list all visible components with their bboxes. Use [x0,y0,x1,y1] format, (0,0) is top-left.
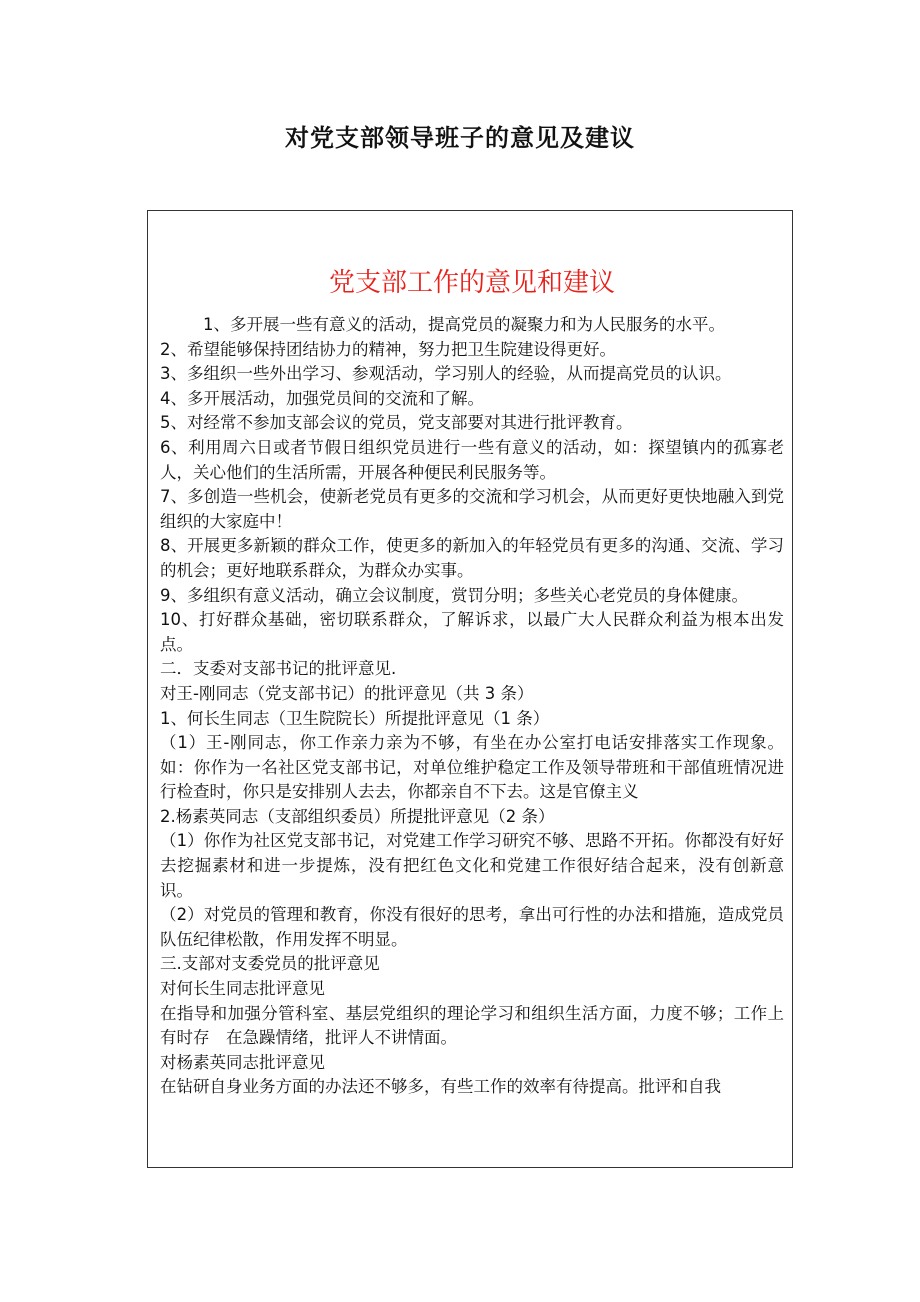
paragraph-3: 3、多组织一些外出学习、参观活动，学习别人的经验，从而提高党员的认识。 [160,364,732,384]
paragraph-10: 10、打好群众基础，密切联系群众，了解诉求，以最广大人民群众利益为根本出发点。 [160,610,784,654]
paragraph-6: 6、利用周六日或者节假日组织党员进行一些有意义的活动，如：探望镇内的孤寡老人，关心他们的生活所需，开展各种便民利民服务等。 [160,437,784,482]
section-two-heading: 二．支委对支部书记的批评意见. [160,659,397,679]
criticism-target-yang: 对杨素英同志批评意见 [160,1052,325,1072]
document-content [160,257,784,1100]
criticism-target-wang: 对王-刚同志（党支部书记）的批评意见（共 3 条） [160,683,534,703]
paragraph-8: 8、开展更多新颖的群众工作，使更多的新加入的年轻党员有更多的沟通、交流、学习的机会；更好地联系群众，为群众办实事。 [160,536,784,580]
paragraph-4: 4、多开展活动，加强党员间的交流和了解。 [160,388,484,408]
criticism-source-yang: 2.杨素英同志（支部组织委员）所提批评意见（2 条） [160,806,555,826]
criticism-yang-1: （1）你作为社区党支部书记，对党建工作学习研究不够、思路不开拓。你都没有好好去挖掘素材和进一步提炼，没有把红色文化和党建工作很好结合起来，没有创新意识。 [160,831,784,900]
section-heading: 党支部工作的意见和建议 [328,268,615,298]
criticism-he-1: （1）王-刚同志，你工作亲力亲为不够，有坐在办公室打电话安排落实工作现象。如：你作为一名社区党支部书记，对单位维护稳定工作及领导带班和干部值班情况进行检查时，你只是安排别人去去，你都亲自不下去。这是官僚主义 [160,733,784,802]
criticism-he-content: 在指导和加强分管科室、基层党组织的理论学习和组织生活方面，力度不够；工作上有时存 在急躁情绪，批评人不讲情面。 [160,1003,784,1048]
criticism-target-he: 对何长生同志批评意见 [160,979,325,999]
paragraph-2: 2、希望能够保持团结协力的精神，努力把卫生院建设得更好。 [160,339,616,359]
criticism-yang-2: （2）对党员的管理和教育，你没有很好的思考，拿出可行性的办法和措施，造成党员队伍纪律松散，作用发挥不明显。 [160,905,784,949]
criticism-source-he: 1、何长生同志（卫生院院长）所提批评意见（1 条） [160,708,550,728]
paragraph-7: 7、多创造一些机会，使新老党员有更多的交流和学习机会，从而更好更快地融入到党组织的大家庭中！ [160,487,784,531]
page-title: 对党支部领导班子的意见及建议 [285,124,635,152]
document-frame [147,210,793,1168]
paragraph-9: 9、多组织有意义活动，确立会议制度，赏罚分明；多些关心老党员的身体健康。 [160,585,748,605]
paragraph-1: 1、多开展一些有意义的活动，提高党员的凝聚力和为人民服务的水平。 [203,315,725,334]
paragraph-5: 5、对经常不参加支部会议的党员，党支部要对其进行批评教育。 [160,413,633,433]
section-three-heading: 三.支部对支委党员的批评意见 [160,954,380,974]
criticism-yang-content: 在钻研自身业务方面的办法还不够多，有些工作的效率有待提高。批评和自我 [160,1077,721,1097]
